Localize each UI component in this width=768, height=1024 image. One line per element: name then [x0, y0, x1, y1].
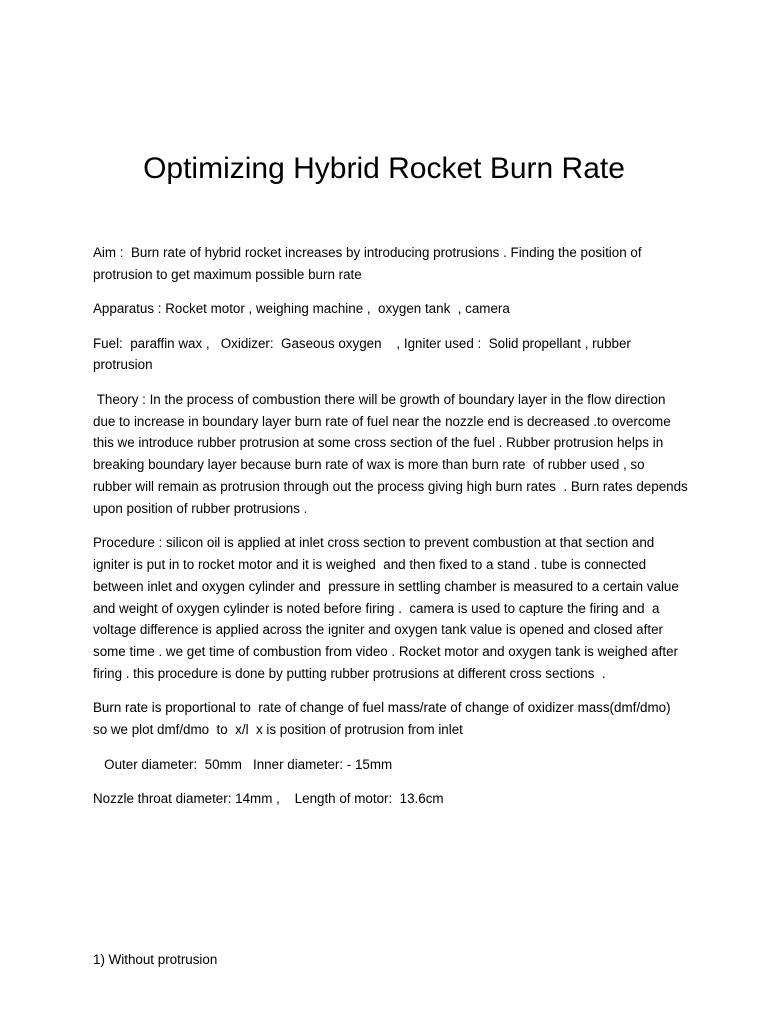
document-body: [93, 242, 692, 822]
procedure-paragraph: Procedure : silicon oil is applied at inlet cross section to prevent combustion at that section and igniter is put in to rocket motor and it is weighed and then fixed to a stand . tube is connected between inlet and oxygen cylinder and pressure in settling chamber is measured to a certain value and weight of oxygen cylinder is noted before firing . camera is used to capture the firing and a voltage difference is applied across the igniter and oxygen tank value is opened and closed after some time . we get time of combustion from video . Rocket motor and oxygen tank is weighed after firing . this procedure is done by putting rubber protrusions at different cross sections .: [93, 535, 683, 681]
theory-paragraph: Theory : In the process of combustion there will be growth of boundary layer in the flow direction due to increase in boundary layer burn rate of fuel near the nozzle end is decreased .to overcome this we introduce rubber protrusion at some cross section of the fuel . Rubber protrusion helps in breaking boundary layer because burn rate of wax is more than burn rate of rubber used , so rubber will remain as protrusion through out the process giving high burn rates . Burn rates depends upon position of rubber protrusions .: [93, 391, 692, 516]
document-title: Optimizing Hybrid Rocket Burn Rate: [143, 152, 625, 185]
aim-paragraph: Aim : Burn rate of hybrid rocket increases by introducing protrusions . Finding the position of protrusion to get maximum possible burn rate: [93, 245, 646, 282]
diameter-paragraph: Outer diameter: 50mm Inner diameter: - 15mm: [93, 756, 393, 772]
materials-paragraph: Fuel: paraffin wax , Oxidizer: Gaseous oxygen , Igniter used : Solid propellant , rubber protrusion: [93, 335, 635, 373]
apparatus-paragraph: Apparatus : Rocket motor , weighing machine , oxygen tank , camera: [93, 301, 510, 317]
section-heading-without-protrusion: 1) Without protrusion: [93, 952, 218, 967]
nozzle-paragraph: Nozzle throat diameter: 14mm , Length of motor: 13.6cm: [93, 790, 444, 806]
burn-rate-paragraph: Burn rate is proportional to rate of change of fuel mass/rate of change of oxidizer mass(dmf/dmo) so we plot dmf/dmo to x/l x is position of protrusion from inlet: [93, 700, 682, 738]
